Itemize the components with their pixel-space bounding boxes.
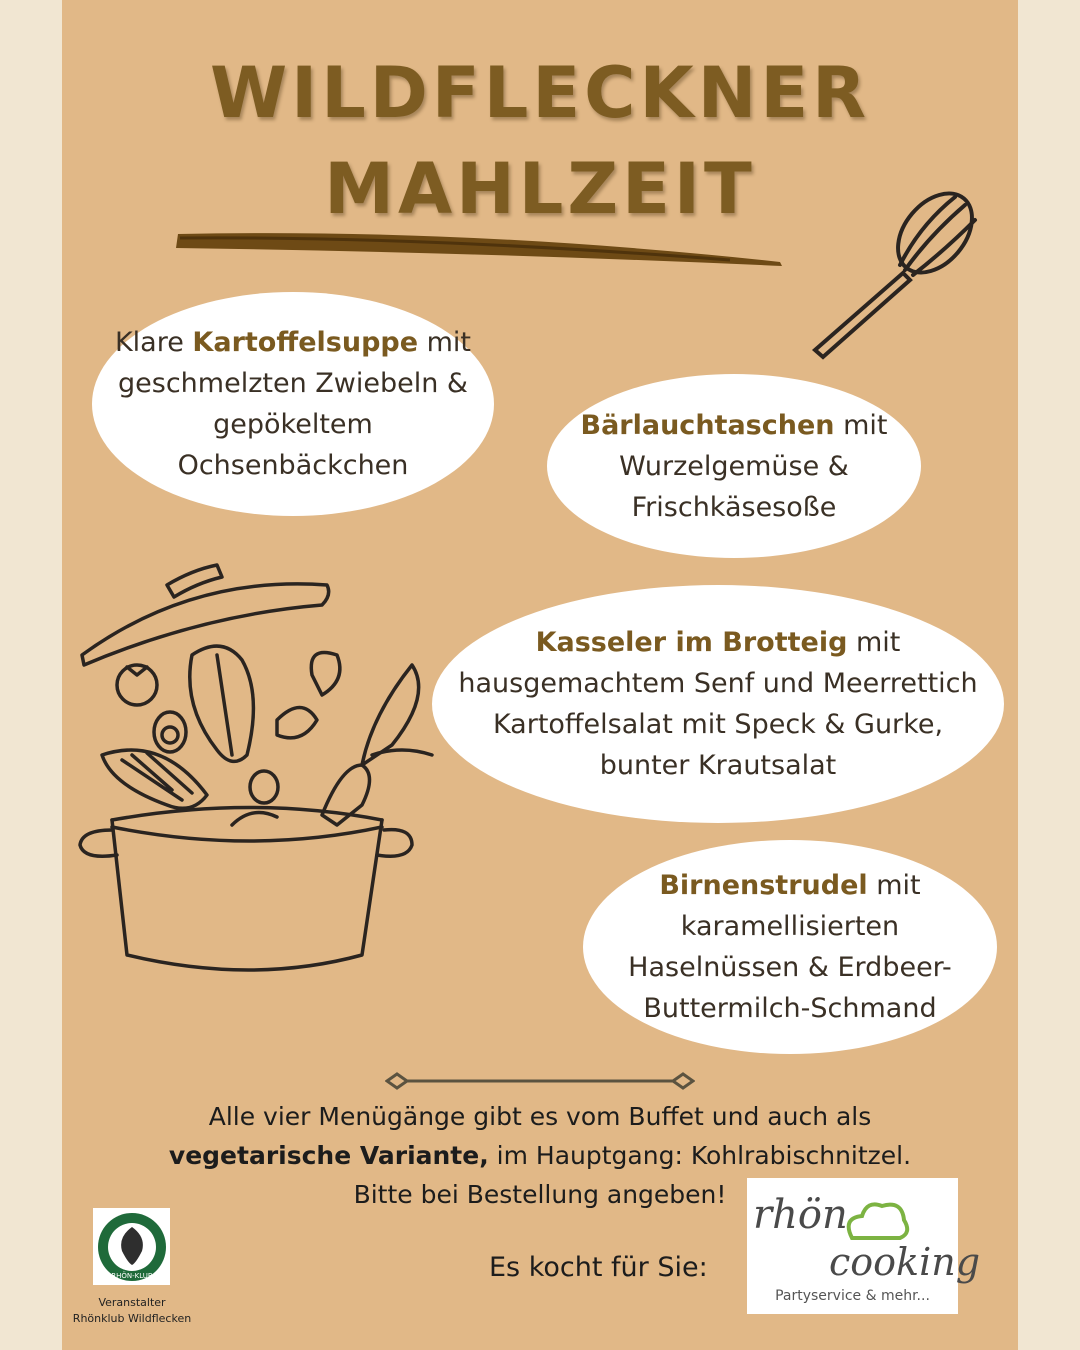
footer-line-1: Alle vier Menügänge gibt es vom Buffet und auch als <box>208 1102 872 1131</box>
menu-item-soup <box>92 292 494 516</box>
organizer-label: Veranstalter <box>98 1296 166 1309</box>
menu-strudel-name: Birnenstrudel <box>659 870 868 901</box>
logo-word-cooking: cooking <box>829 1240 981 1284</box>
menu-kasseler-mit: mit <box>847 627 901 658</box>
organizer-name: Rhönklub Wildflecken <box>72 1312 192 1325</box>
menu-kasseler-line4: bunter Krautsalat <box>599 750 837 781</box>
menu-baerlauch-name: Bärlauchtaschen <box>580 409 835 441</box>
menu-item-strudel <box>583 840 997 1054</box>
menu-kasseler-name: Kasseler im Brotteig <box>535 627 848 658</box>
menu-soup-desc: mit geschmelzten Zwiebeln & gepökeltem Ochsenbäckchen <box>118 327 472 481</box>
menu-soup-pre: Klare <box>114 327 193 358</box>
menu-strudel-line4: Buttermilch-Schmand <box>643 993 937 1024</box>
cook-label: Es kocht für Sie: <box>489 1252 708 1283</box>
rhoenklub-logo <box>93 1208 170 1285</box>
menu-item-baerlauch <box>547 374 921 558</box>
menu-soup-name: Kartoffelsuppe <box>192 327 419 358</box>
footer-vegetarian: vegetarische Variante, <box>168 1141 489 1170</box>
menu-strudel-mit: mit <box>867 870 921 901</box>
brush-stroke-divider <box>170 222 790 272</box>
menu-kasseler-line3: Kartoffelsalat mit Speck & Gurke, <box>492 709 944 740</box>
ornament-divider <box>385 1071 695 1091</box>
footer-line-2 <box>0 1136 1080 1175</box>
title-line-1: WILDFLECKNER <box>209 52 871 134</box>
rhoen-cooking-logo <box>747 1178 981 1314</box>
rhoenklub-logo-text: RHÖN-KLUB <box>110 1271 153 1280</box>
title-line-2: MAHLZEIT <box>324 148 756 230</box>
menu-kasseler-line2: hausgemachtem Senf und Meerrettich <box>458 668 978 699</box>
cooking-pot-illustration <box>72 555 442 995</box>
menu-item-kasseler <box>432 585 1004 823</box>
menu-strudel-line3: Haselnüssen & Erdbeer- <box>628 952 952 983</box>
menu-baerlauch-desc: mit Wurzelgemüse & Frischkäsesoße <box>619 409 888 523</box>
rhoenklub-emblem-icon <box>96 1211 168 1283</box>
menu-strudel-line2: karamellisierten <box>680 911 900 942</box>
logo-tagline: Partyservice & mehr... <box>775 1288 930 1304</box>
logo-word-rhoen: rhön <box>753 1192 848 1238</box>
footer-line-3: Bitte bei Bestellung angeben! <box>353 1180 727 1209</box>
whisk-icon <box>805 185 985 360</box>
footer-main-course: im Hauptgang: Kohlrabischnitzel. <box>488 1141 912 1170</box>
